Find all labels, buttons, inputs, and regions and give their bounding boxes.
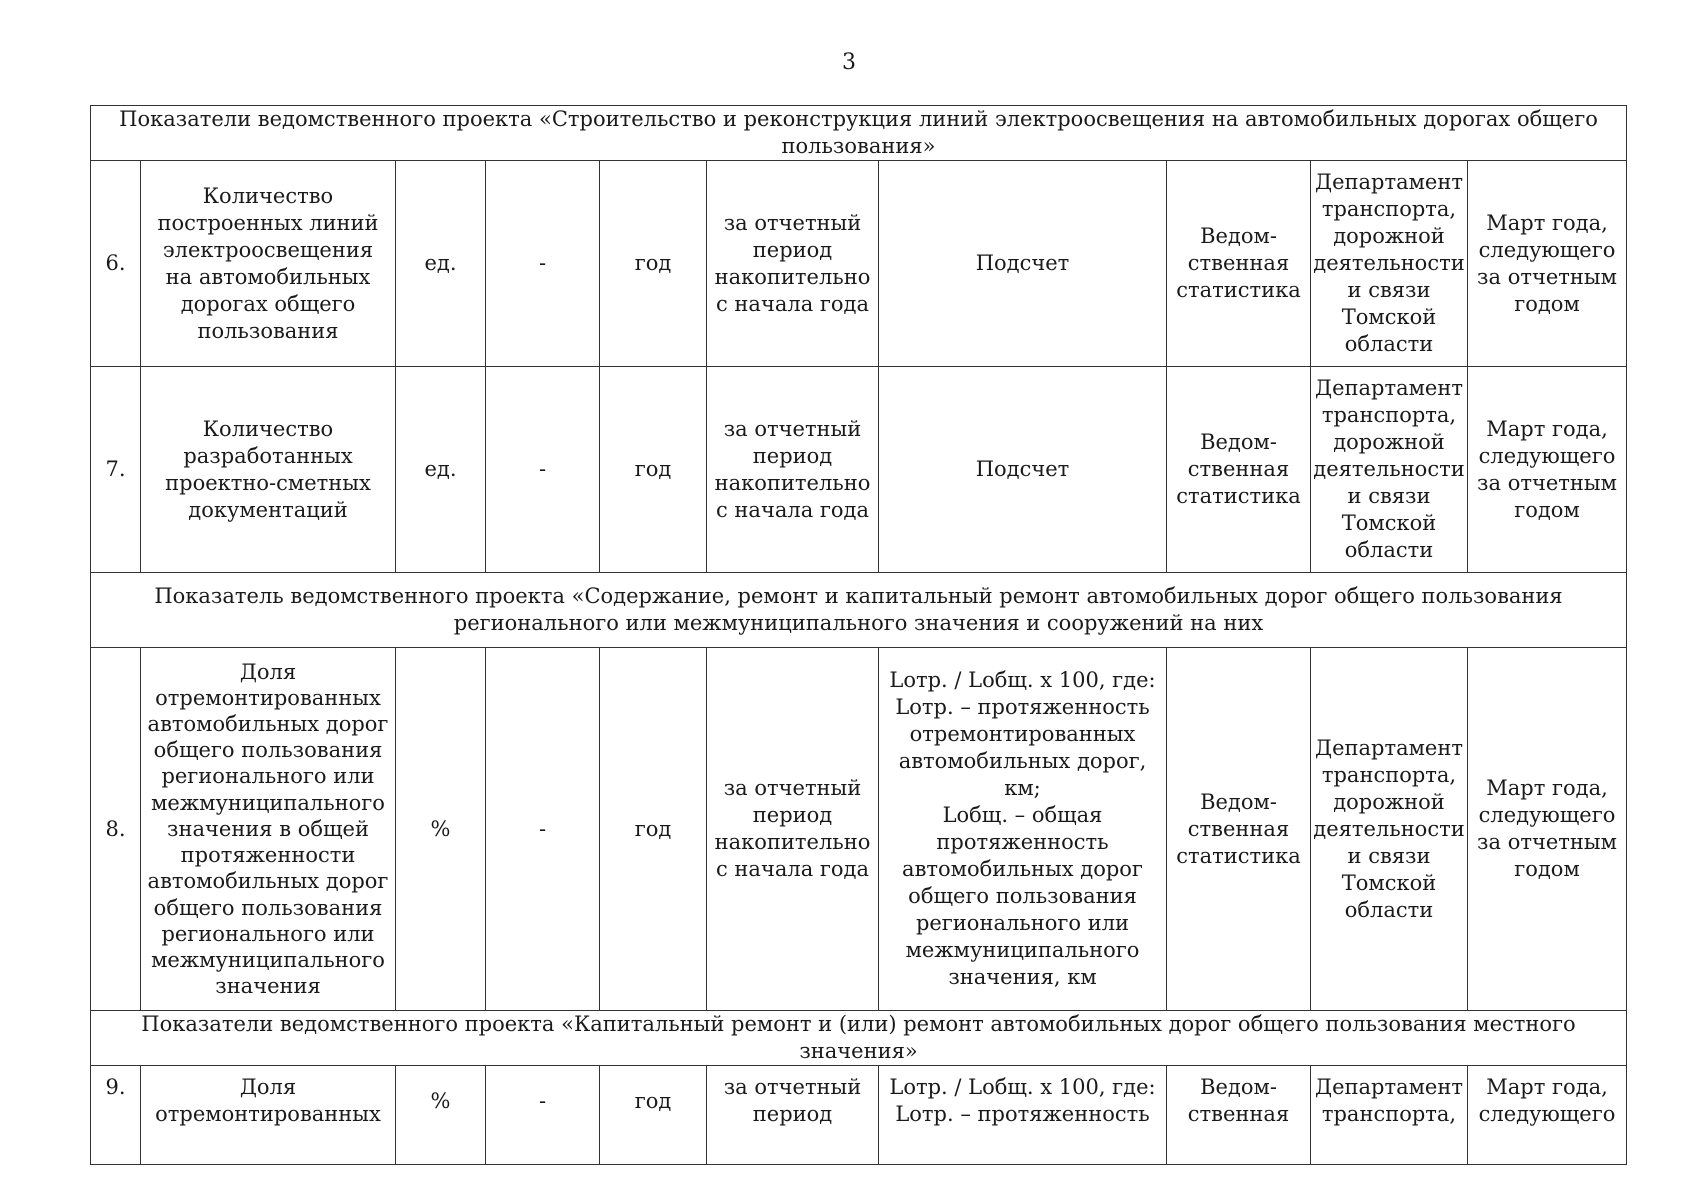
method-cell-line: Lотр. / Lобщ. х 100, где: (889, 668, 1156, 692)
source-cell-line: Ведом- (1200, 789, 1277, 814)
responsible-cell-line: Департамент (1315, 170, 1463, 194)
timing-cell-line: накопительно (714, 470, 871, 495)
timing-cell-line: накопительно (714, 264, 871, 289)
timing-cell-line: период (752, 803, 833, 827)
unit-cell: % (396, 1066, 486, 1165)
indicator-name-line: пользования (197, 318, 339, 343)
deadline-cell-line: Март года, (1486, 1075, 1608, 1099)
indicator-name (141, 161, 396, 367)
indicator-name-line: Доля (239, 659, 297, 684)
source-cell-line: статистика (1176, 843, 1301, 868)
dash-cell: - (486, 161, 600, 367)
indicator-name-line: построенных линий (157, 210, 379, 235)
method-cell-line: Lотр. – протяженность (895, 695, 1150, 719)
indicator-name-line: отремонтированных (155, 1102, 381, 1126)
section-header: Показатель ведомственного проекта «Содержание, ремонт и капитальный ремонт автомобильных дорог общего пользования регионального или межмуниципального значения и сооружений на них (91, 573, 1627, 648)
source-cell-line: ственная (1187, 457, 1290, 481)
responsible-cell-line: Томской (1341, 511, 1437, 535)
deadline-cell (1468, 648, 1627, 1011)
indicator-name (141, 367, 396, 573)
section-header-row (91, 106, 1627, 161)
table-row (91, 161, 1627, 367)
responsible-cell-line: и связи (1347, 843, 1431, 868)
responsible-cell-line: области (1344, 332, 1434, 356)
source-cell (1167, 161, 1311, 367)
responsible-cell-line: транспорта, (1321, 1102, 1457, 1126)
indicator-name-line: проектно-сметных (165, 470, 371, 495)
deadline-cell-line: Март года, (1486, 416, 1608, 441)
responsible-cell-line: транспорта, (1321, 403, 1457, 427)
indicator-name-line: межмуниципального (151, 790, 385, 815)
timing-cell (707, 367, 879, 573)
deadline-cell-line: следующего (1478, 803, 1616, 827)
timing-cell-line: период (752, 1102, 833, 1126)
indicator-name-line: разработанных (183, 443, 353, 468)
deadline-cell (1468, 161, 1627, 367)
timing-cell-line: за отчетный (723, 416, 862, 441)
responsible-cell-line: транспорта, (1321, 197, 1457, 221)
method-cell (879, 161, 1167, 367)
responsible-cell-line: Департамент (1315, 735, 1463, 760)
section-header-row (91, 1011, 1627, 1066)
indicator-name-line: регионального или (161, 764, 375, 789)
row-number: 8. (91, 648, 141, 1011)
timing-cell-line: за отчетный (723, 210, 862, 235)
responsible-cell-line: области (1344, 538, 1434, 562)
responsible-cell-line: дорожной (1333, 430, 1445, 454)
indicator-name-line: общего пользования (153, 895, 383, 920)
indicator-name-line: автомобильных дорог (147, 869, 389, 894)
method-cell (879, 367, 1167, 573)
section-header-row (91, 573, 1627, 648)
responsible-cell-line: деятельности (1313, 816, 1465, 841)
responsible-cell-line: и связи (1347, 278, 1431, 302)
source-cell-line: Ведом- (1200, 224, 1277, 248)
deadline-cell-line: следующего (1478, 443, 1616, 468)
indicator-name-line: протяженности (180, 843, 356, 868)
method-cell (879, 648, 1167, 1011)
page-number: 3 (842, 50, 856, 75)
method-cell-line: Lобщ. – общая (942, 803, 1103, 827)
source-cell-line: статистика (1176, 278, 1301, 302)
method-cell-line: Подсчет (975, 251, 1070, 275)
timing-cell-line: с начала года (716, 857, 869, 881)
responsible-cell-line: деятельности (1313, 457, 1465, 481)
indicator-name-line: Количество (202, 416, 334, 441)
responsible-cell-line: дорожной (1333, 224, 1445, 248)
method-cell (879, 1066, 1167, 1165)
responsible-cell-line: транспорта, (1321, 762, 1457, 787)
source-cell (1167, 648, 1311, 1011)
source-cell-line: Ведом- (1200, 430, 1277, 454)
deadline-cell-line: годом (1514, 291, 1580, 316)
indicator-name-line: межмуниципального (151, 947, 385, 972)
table-row (91, 367, 1627, 573)
indicator-name (141, 648, 396, 1011)
deadline-cell-line: за отчетным (1477, 264, 1617, 289)
responsible-cell-line: и связи (1347, 484, 1431, 508)
indicator-name-line: документаций (188, 497, 348, 522)
section-header: Показатели ведомственного проекта «Капитальный ремонт и (или) ремонт автомобильных дорог общего пользования местного значения» (91, 1011, 1627, 1066)
method-cell-line: автомобильных дорог (902, 857, 1143, 881)
timing-cell-line: с начала года (716, 291, 869, 316)
period-cell: год (600, 161, 707, 367)
deadline-cell-line: годом (1514, 497, 1580, 522)
source-cell-line: ственная (1187, 1102, 1290, 1126)
responsible-cell-line: деятельности (1313, 251, 1465, 275)
timing-cell-line: с начала года (716, 497, 869, 522)
dash-cell: - (486, 648, 600, 1011)
responsible-cell (1311, 161, 1468, 367)
method-cell-line: отремонтированных (909, 722, 1136, 746)
unit-cell: ед. (396, 367, 486, 573)
indicator-name-line: Доля (239, 1075, 297, 1099)
method-cell-line: регионального или (915, 911, 1130, 935)
indicator-name-line: дорогах общего (180, 291, 356, 316)
responsible-cell (1311, 367, 1468, 573)
deadline-cell-line: Март года, (1486, 776, 1608, 800)
indicator-name-line: общего пользования (153, 738, 383, 763)
unit-cell: ед. (396, 161, 486, 367)
method-cell-line: Lотр. / Lобщ. х 100, где: (889, 1075, 1156, 1099)
source-cell-line: статистика (1176, 484, 1301, 508)
responsible-cell-line: Департамент (1315, 376, 1463, 400)
indicator-name-line: отремонтированных (155, 685, 381, 710)
indicator-name (141, 1066, 396, 1165)
unit-cell: % (396, 648, 486, 1011)
timing-cell-line: период (752, 237, 833, 262)
table-row (91, 1066, 1627, 1165)
deadline-cell-line: годом (1514, 857, 1580, 881)
timing-cell (707, 648, 879, 1011)
indicator-name-line: на автомобильных (165, 264, 371, 289)
period-cell: год (600, 1066, 707, 1165)
indicator-name-line: Количество (202, 183, 334, 208)
indicator-name-line: электроосвещения (162, 237, 374, 262)
source-cell-line: Ведом- (1200, 1075, 1277, 1099)
timing-cell-line: период (752, 443, 833, 468)
method-cell-line: значения, км (948, 965, 1097, 989)
source-cell-line: ственная (1187, 251, 1290, 275)
responsible-cell (1311, 1066, 1468, 1165)
deadline-cell-line: следующего (1478, 237, 1616, 262)
deadline-cell-line: Март года, (1486, 210, 1608, 235)
method-cell-line: автомобильных дорог, км; (898, 749, 1147, 800)
method-cell-line: Lотр. – протяженность (895, 1102, 1150, 1126)
responsible-cell-line: Томской (1341, 305, 1437, 329)
indicator-name-line: значения (215, 974, 321, 999)
deadline-cell (1468, 1066, 1627, 1165)
deadline-cell-line: за отчетным (1477, 830, 1617, 854)
indicator-name-line: значения в общей (167, 816, 369, 841)
indicators-table (90, 105, 1627, 1165)
dash-cell: - (486, 367, 600, 573)
table-row (91, 648, 1627, 1011)
indicator-name-line: автомобильных дорог (147, 712, 389, 737)
deadline-cell (1468, 367, 1627, 573)
source-cell (1167, 367, 1311, 573)
timing-cell-line: накопительно (714, 830, 871, 854)
period-cell: год (600, 367, 707, 573)
indicator-name-line: регионального или (161, 921, 375, 946)
timing-cell (707, 1066, 879, 1165)
source-cell-line: ственная (1187, 816, 1290, 841)
source-cell (1167, 1066, 1311, 1165)
responsible-cell-line: дорожной (1333, 789, 1445, 814)
deadline-cell-line: за отчетным (1477, 470, 1617, 495)
row-number: 6. (91, 161, 141, 367)
method-cell-line: общего пользования (908, 884, 1137, 908)
section-header: Показатели ведомственного проекта «Строительство и реконструкция линий электроосвещения на автомобильных дорогах общего пользования» (91, 106, 1627, 161)
row-number: 7. (91, 367, 141, 573)
responsible-cell-line: Томской (1341, 870, 1437, 895)
method-cell-line: Подсчет (975, 457, 1070, 481)
method-cell-line: межмуниципального (905, 938, 1140, 962)
responsible-cell-line: области (1344, 897, 1434, 922)
period-cell: год (600, 648, 707, 1011)
method-cell-line: протяженность (936, 830, 1109, 854)
responsible-cell (1311, 648, 1468, 1011)
deadline-cell-line: следующего (1478, 1102, 1616, 1126)
dash-cell: - (486, 1066, 600, 1165)
responsible-cell-line: Департамент (1315, 1075, 1463, 1099)
row-number: 9. (91, 1066, 141, 1165)
timing-cell-line: за отчетный (723, 1075, 862, 1099)
timing-cell-line: за отчетный (723, 776, 862, 800)
timing-cell (707, 161, 879, 367)
